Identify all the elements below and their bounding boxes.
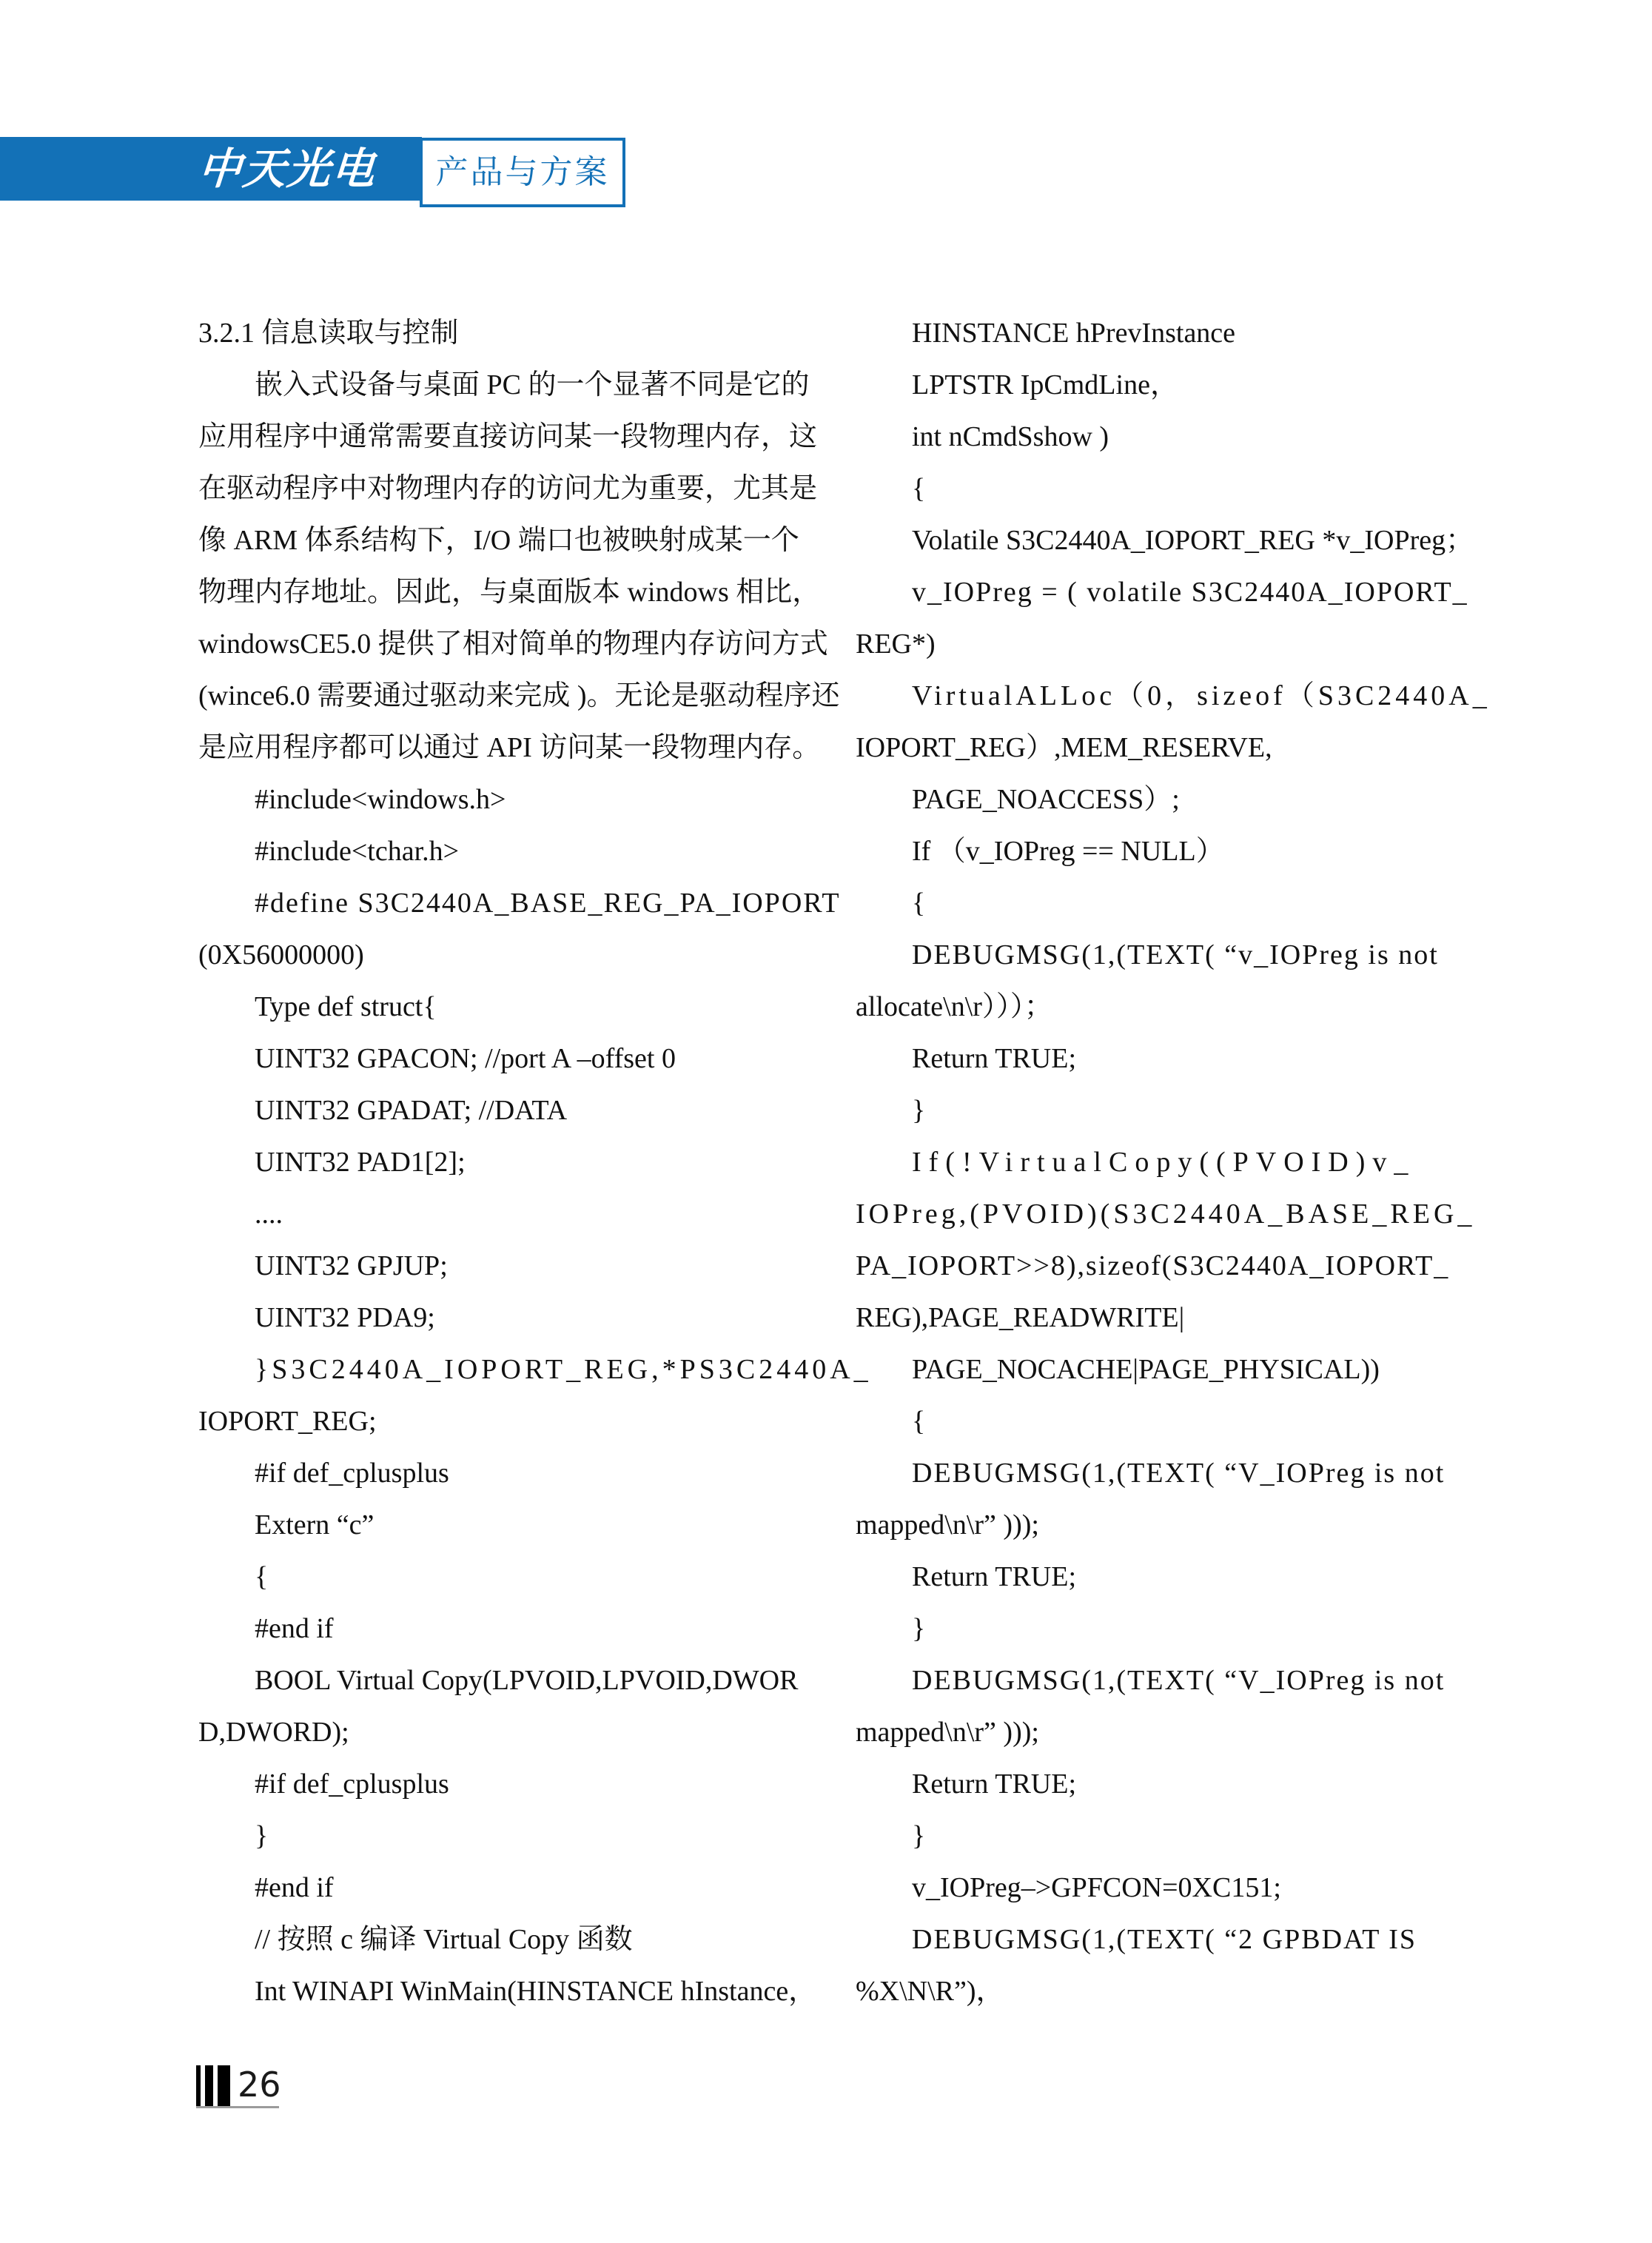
text-line: 像 ARM 体系结构下，I/O 端口也被映射成某一个 <box>198 525 799 556</box>
text-line: int nCmdSshow ) <box>912 421 1109 452</box>
text-line: DEBUGMSG(1,(TEXT( “V_IOPreg is not <box>912 1665 1446 1696</box>
section-tab-label: 产品与方案 <box>435 154 610 190</box>
text-line: #if def_cplusplus <box>255 1458 449 1489</box>
magazine-logo: 中天光电 <box>196 144 378 194</box>
text-line: IOPORT_REG）,MEM_RESERVE, <box>856 732 1272 763</box>
text-line: If(!VirtualCopy((PVOID)v_ <box>912 1147 1416 1178</box>
text-line: 在驱动程序中对物理内存的访问尤为重要，尤其是 <box>198 473 818 504</box>
text-line: PAGE_NOACCESS）; <box>912 784 1180 815</box>
text-line: (0X56000000) <box>198 939 364 970</box>
text-line: IOPORT_REG; <box>198 1406 377 1437</box>
text-line: Type def struct{ <box>255 991 437 1022</box>
text-line: Extern “c” <box>255 1509 375 1540</box>
text-line: } <box>912 1820 926 1851</box>
text-line: D,DWORD); <box>198 1717 349 1748</box>
text-line: } <box>255 1820 269 1851</box>
text-line: 应用程序中通常需要直接访问某一段物理内存，这 <box>198 421 818 452</box>
text-line: allocate\n\r）））； <box>856 991 1052 1022</box>
footer-rule <box>196 2106 279 2108</box>
text-line: .... <box>255 1198 283 1230</box>
text-line: #include<tchar.h> <box>255 836 460 867</box>
brand-header-bar <box>0 137 422 201</box>
text-line: LPTSTR IpCmdLine， <box>912 369 1178 400</box>
text-line: { <box>912 888 926 919</box>
text-line: REG),PAGE_READWRITE| <box>856 1302 1185 1333</box>
footer-bar-icon <box>218 2065 230 2106</box>
text-line: 嵌入式设备与桌面 PC 的一个显著不同是它的 <box>255 369 810 400</box>
text-line: v_IOPreg–>GPFCON=0XC151; <box>912 1872 1281 1903</box>
text-line: VirtualALLoc（0，sizeof（S3C2440A_ <box>912 680 1491 711</box>
text-line: 3.2.1 信息读取与控制 <box>198 318 459 349</box>
text-line: If （v_IOPreg == NULL） <box>912 836 1224 867</box>
text-line: IOPreg,(PVOID)(S3C2440A_BASE_REG_ <box>856 1198 1476 1230</box>
text-line: Int WINAPI WinMain(HINSTANCE hInstance， <box>255 1976 817 2007</box>
text-line: windowsCE5.0 提供了相对简单的物理内存访问方式 <box>198 628 828 660</box>
text-line: mapped\n\r” ))); <box>856 1509 1039 1540</box>
text-line: // 按照 c 编译 Virtual Copy 函数 <box>255 1924 633 1955</box>
text-line: { <box>255 1561 269 1592</box>
left-text-column <box>198 307 872 2017</box>
text-line: { <box>912 473 926 504</box>
section-tab <box>420 138 625 207</box>
text-line: HINSTANCE hPrevInstance <box>912 318 1236 349</box>
text-line: #end if <box>255 1613 334 1644</box>
text-line: PA_IOPORT>>8),sizeof(S3C2440A_IOPORT_ <box>856 1250 1450 1281</box>
text-line: DEBUGMSG(1,(TEXT( “V_IOPreg is not <box>912 1458 1446 1489</box>
text-line: Return TRUE; <box>912 1561 1077 1592</box>
text-line: UINT32 GPACON; //port A –offset 0 <box>255 1043 676 1074</box>
text-line: } <box>912 1613 926 1644</box>
text-line: 物理内存地址。因此，与桌面版本 windows 相比， <box>198 577 821 608</box>
text-line: BOOL Virtual Copy(LPVOID,LPVOID,DWOR <box>255 1665 799 1696</box>
text-line: DEBUGMSG(1,(TEXT( “v_IOPreg is not <box>912 939 1439 970</box>
text-line: (wince6.0 需要通过驱动来完成 )。无论是驱动程序还 <box>198 680 840 711</box>
text-line: v_IOPreg = ( volatile S3C2440A_IOPORT_ <box>912 577 1468 608</box>
text-line: mapped\n\r” ))); <box>856 1717 1039 1748</box>
text-line: UINT32 GPJUP; <box>255 1250 448 1281</box>
text-line: } <box>912 1095 926 1126</box>
right-text-column <box>856 307 1492 2017</box>
page-number: 26 <box>238 2065 281 2105</box>
text-line: #if def_cplusplus <box>255 1768 449 1800</box>
text-line: REG*) <box>856 628 936 660</box>
text-line: Volatile S3C2440A_IOPORT_REG *v_IOPreg； <box>912 525 1474 556</box>
text-line: %X\N\R”)， <box>856 1976 1004 2007</box>
text-line: #define S3C2440A_BASE_REG_PA_IOPORT <box>255 888 841 919</box>
text-line: #end if <box>255 1872 334 1903</box>
text-line: Return TRUE; <box>912 1043 1077 1074</box>
text-line: #include<windows.h> <box>255 784 506 815</box>
text-line: UINT32 PAD1[2]; <box>255 1147 466 1178</box>
text-line: UINT32 PDA9; <box>255 1302 435 1333</box>
footer-bar-icon <box>196 2065 201 2106</box>
text-line: PAGE_NOCACHE|PAGE_PHYSICAL)) <box>912 1354 1380 1385</box>
text-line: }S3C2440A_IOPORT_REG,*PS3C2440A_ <box>255 1354 872 1385</box>
text-line: 是应用程序都可以通过 API 访问某一段物理内存。 <box>198 732 821 763</box>
text-line: { <box>912 1406 926 1437</box>
text-line: DEBUGMSG(1,(TEXT( “2 GPBDAT IS <box>912 1924 1417 1955</box>
text-line: Return TRUE; <box>912 1768 1077 1800</box>
footer-bar-icon <box>205 2065 213 2106</box>
text-line: UINT32 GPADAT; //DATA <box>255 1095 568 1126</box>
